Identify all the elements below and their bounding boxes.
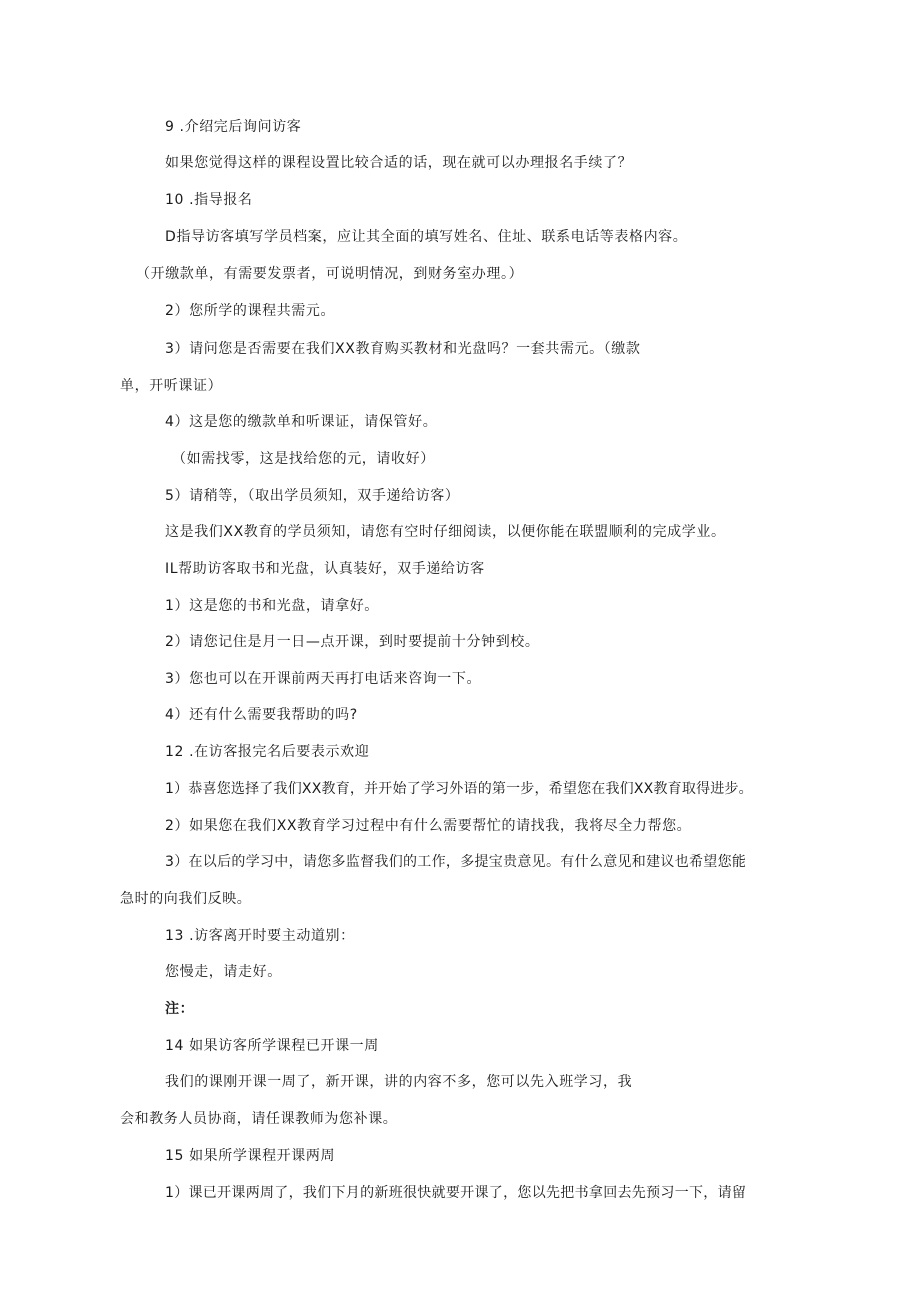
paragraph: D指导访客填写学员档案，应让其全面的填写姓名、住址、联系电话等表格内容。 bbox=[165, 229, 688, 245]
paragraph: （开缴款单，有需要发票者，可说明情况，到财务室办理。） bbox=[136, 266, 524, 282]
heading-item-12: 12 .在访客报完名后要表示欢迎 bbox=[165, 744, 370, 760]
list-item: 1）课已开课两周了，我们下月的新班很快就要开课了，您以先把书拿回去先预习一下，请留 bbox=[165, 1185, 747, 1201]
list-item: 5）请稍等，（取出学员须知，双手递给访客） bbox=[165, 488, 460, 504]
paragraph: （如需找零，这是找给您的元，请收好） bbox=[172, 451, 435, 467]
list-item: 2）请您记住是月一日—点开课，到时要提前十分钟到校。 bbox=[165, 634, 540, 650]
list-item-continuation: 急时的向我们反映。 bbox=[120, 891, 252, 907]
list-item: 3）您也可以在开课前两天再打电话来咨询一下。 bbox=[165, 671, 482, 687]
paragraph: 我们的课刚开课一周了，新开课，讲的内容不多，您可以先入班学习，我 bbox=[165, 1074, 633, 1090]
paragraph: 如果您觉得这样的课程设置比较合适的话，现在就可以办理报名手续了？ bbox=[165, 155, 633, 171]
paragraph-continuation: 会和教务人员协商，请任课教师为您补课。 bbox=[120, 1111, 398, 1127]
heading-item-15: 15 如果所学课程开课两周 bbox=[165, 1148, 336, 1164]
list-item: 2）您所学的课程共需元。 bbox=[165, 303, 336, 319]
paragraph: 这是我们XX教育的学员须知，请您有空时仔细阅读，以便你能在联盟顺利的完成学业。 bbox=[165, 524, 726, 540]
list-item: 4）这是您的缴款单和听课证，请保管好。 bbox=[165, 414, 438, 430]
list-item: 2）如果您在我们XX教育学习过程中有什么需要帮忙的请找我，我将尽全力帮您。 bbox=[165, 818, 692, 834]
list-item: 4）还有什么需要我帮助的吗? bbox=[165, 707, 358, 723]
paragraph: 您慢走，请走好。 bbox=[165, 964, 282, 980]
list-item: 1）这是您的书和光盘，请拿好。 bbox=[165, 598, 379, 614]
heading-item-10: 10 .指导报名 bbox=[165, 192, 253, 208]
list-item: 1）恭喜您选择了我们XX教育，并开始了学习外语的第一步，希望您在我们XX教育取得进步。 bbox=[165, 781, 753, 797]
heading-item-9: 9 .介绍完后询问访客 bbox=[165, 119, 302, 135]
heading-item-14: 14 如果访客所学课程已开课一周 bbox=[165, 1038, 379, 1054]
heading-item-13: 13 .访客离开时要主动道别： bbox=[165, 928, 355, 944]
list-item-continuation: 单，开听课证） bbox=[120, 378, 223, 394]
heading-item-11: IL帮助访客取书和光盘，认真装好，双手递给访客 bbox=[165, 561, 485, 577]
note-heading: 注： bbox=[165, 1001, 195, 1017]
list-item: 3）在以后的学习中，请您多监督我们的工作，多提宝贵意见。有什么意见和建议也希望您能 bbox=[165, 854, 747, 870]
list-item: 3）请问您是否需要在我们XX教育购买教材和光盘吗？一套共需元。（缴款 bbox=[165, 341, 641, 357]
